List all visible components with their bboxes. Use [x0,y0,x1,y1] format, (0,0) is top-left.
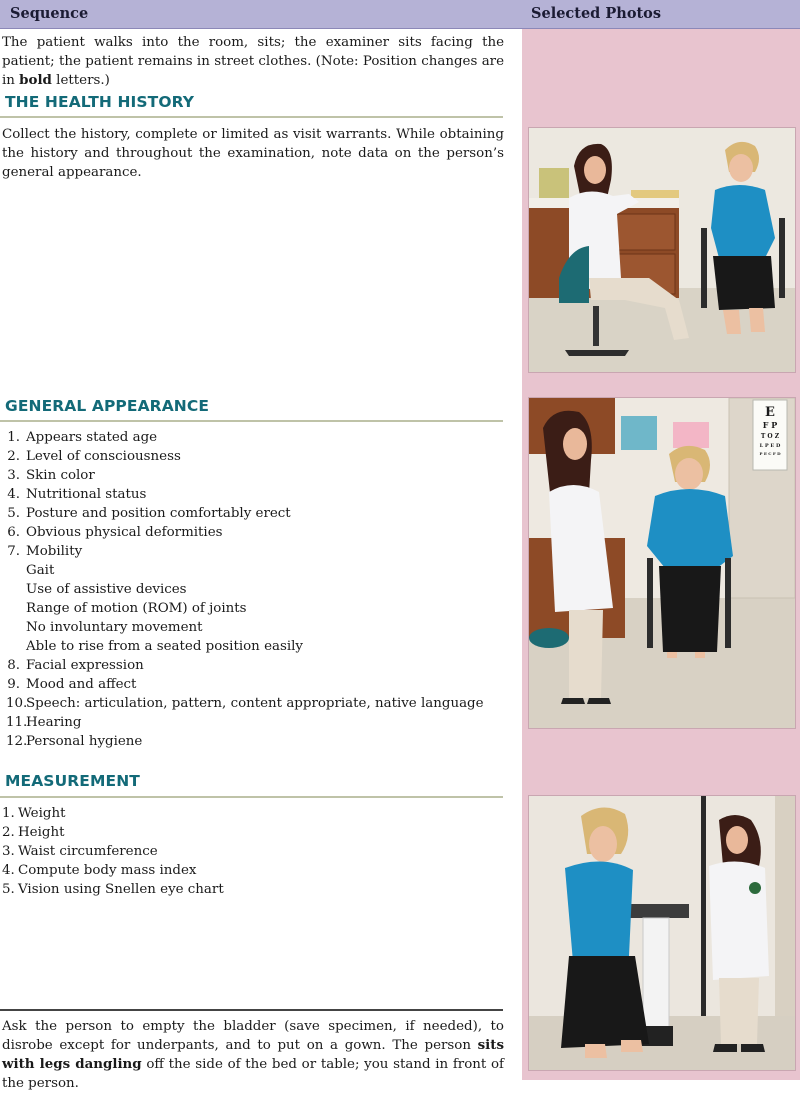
measurement-title: MEASUREMENT [5,772,140,790]
measurement-list [2,804,224,899]
list-item-text: Mobility [26,544,83,559]
list-item-text: Nutritional status [26,487,147,502]
eye-chart-line-1: E [765,405,775,420]
list-item [6,428,484,447]
list-item-number: 7. [7,544,20,559]
list-item-number: 5. [2,882,15,897]
list-item [6,523,484,542]
intro-paragraph: The patient walks into the room, sits; the examiner sits facing the patient; the patient remains in street clothes. (Note: Position changes are in bold letters.) [2,35,504,88]
list-item-number: 6. [7,525,20,540]
list-item [6,504,484,523]
list-item [6,466,484,485]
list-item-text: Height [18,825,65,840]
table-header [0,0,800,29]
list-item-text: Speech: articulation, pattern, content appropriate, native language [26,696,484,711]
eye-chart-line-2: F P [762,420,778,430]
list-item-text: Gait [26,563,55,578]
list-item-text: Posture and position comfortably erect [26,506,291,521]
general-appearance-title: GENERAL APPEARANCE [5,397,210,415]
list-item [6,732,484,751]
list-item [2,823,224,842]
list-item-text: Hearing [26,715,82,730]
list-item [2,880,224,899]
list-item [6,637,484,656]
observation-illustration [529,398,795,728]
list-item [6,580,484,599]
list-item [6,618,484,637]
list-item-number: 3. [2,844,15,859]
list-item-number: 8. [7,658,20,673]
list-item [6,599,484,618]
list-item-text: Use of assistive devices [26,582,187,597]
photo-examiner-seated-interview [528,127,796,373]
list-item-number: 4. [7,487,20,502]
list-item [6,561,484,580]
interview-illustration [529,128,795,372]
list-item [6,447,484,466]
list-item-number: 11. [6,715,28,730]
list-item-number: 3. [7,468,20,483]
list-item-number: 12. [6,734,28,749]
sequence-column-header: Sequence [10,5,89,22]
eye-chart-line-5: P E C F D [759,451,781,456]
health-history-title: THE HEALTH HISTORY [5,93,195,111]
eye-chart-line-4: L P E D [759,443,781,449]
list-item-number: 2. [2,825,15,840]
list-item-text: Waist circumference [18,844,158,859]
general-appearance-rule [0,420,503,422]
list-item-number: 2. [7,449,20,464]
list-item-text: Level of consciousness [26,449,181,464]
closing-paragraph: Ask the person to empty the bladder (save specimen, if needed), to disrobe except for underpants, and to put on a gown. The person sits with legs dangling off the side of the bed or table; you stand in front of the person. [2,1019,504,1091]
list-item-text: Compute body mass index [18,863,197,878]
list-item-text: Skin color [26,468,95,483]
general-appearance-list [6,428,484,751]
list-item [6,694,484,713]
list-item [6,542,484,561]
photos-column-header: Selected Photos [531,5,662,22]
list-item-text: Appears stated age [26,430,158,445]
closing-rule [0,1009,503,1011]
photo-patient-seated-examiner-standing [528,397,796,729]
health-history-rule [0,116,503,118]
list-item-number: 5. [7,506,20,521]
list-item-text: Weight [18,806,66,821]
list-item [2,842,224,861]
list-item-text: Obvious physical deformities [26,525,223,540]
health-history-paragraph: Collect the history, complete or limited as visit warrants. While obtaining the history and throughout the examination, note data on the person’s general appearance. [2,127,504,180]
eye-chart-line-3: T O Z [760,433,780,440]
list-item-number: 4. [2,863,15,878]
list-item [2,861,224,880]
list-item-number: 10. [6,696,28,711]
list-item-text: No involuntary movement [26,620,203,635]
list-item-text: Able to rise from a seated position easily [26,639,303,654]
list-item-number: 1. [2,806,15,821]
list-item-text: Facial expression [26,658,144,673]
list-item-number: 1. [7,430,20,445]
list-item-text: Mood and affect [26,677,137,692]
photo-patient-on-scale [528,795,796,1071]
list-item [6,675,484,694]
list-item [6,656,484,675]
list-item-number: 9. [7,677,20,692]
list-item [6,713,484,732]
list-item [2,804,224,823]
list-item [6,485,484,504]
list-item-text: Personal hygiene [26,734,143,749]
measurement-rule [0,796,503,798]
list-item-text: Range of motion (ROM) of joints [26,601,247,616]
list-item-text: Vision using Snellen eye chart [18,882,224,897]
measurement-illustration [529,796,795,1070]
